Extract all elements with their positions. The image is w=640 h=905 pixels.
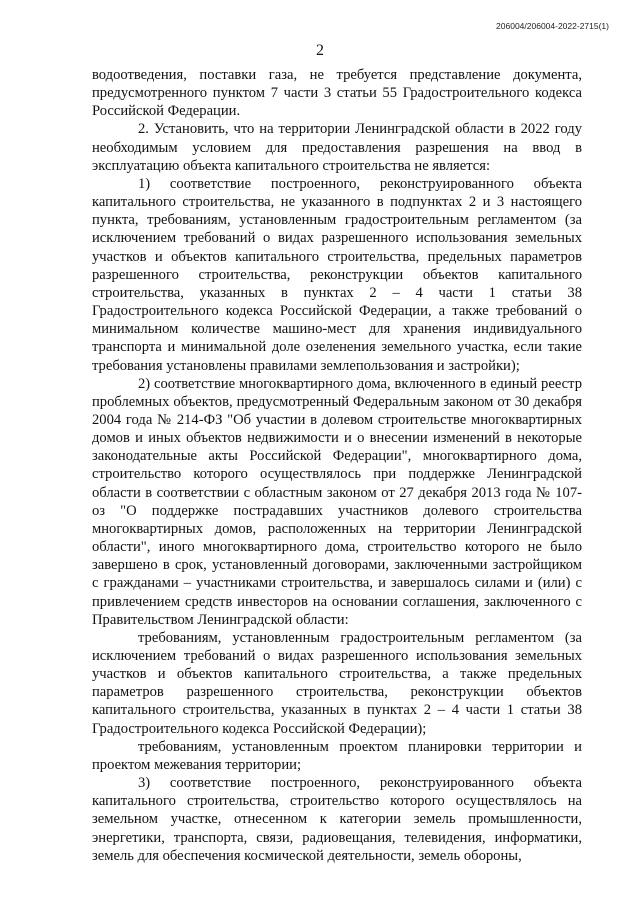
document-number: 206004/206004-2022-2715(1) <box>496 21 609 31</box>
page-number: 2 <box>316 42 324 59</box>
document-body <box>92 66 582 865</box>
paragraph-subitem-3: 3) соответствие построенного, реконструированного объекта капитального строительства, строительство которого осуществлялось на земельном участке, отнесенном к категории земель промышленности, энергетики, транспорта, связи, радиовещания, телевидения, информатики, земель для обеспечения космической деятельности, земель обороны, <box>92 775 582 864</box>
paragraph-subitem-2: 2) соответствие многоквартирного дома, включенного в единый реестр проблемных объектов, предусмотренный Федеральным законом от 30 декабря 2004 года № 214-ФЗ "Об участии в долевом строительстве многоквартирных домов и иных объектов недвижимости и о внесении изменений в некоторые законодательные акты Российской Федерации", многоквартирного дома, строительство которого осуществлялось при поддержке Ленинградской области в соответствии с областным законом от 27 декабря 2013 года № 107-оз "О поддержке пострадавших участников долевого строительства многоквартирных домов, расположенных на территории Ленинградской области", иного многоквартирного дома, строительство которого не было завершено в срок, установленный договорами, заключенными застройщиком с гражданами – участниками строительства, и завершалось силами и (или) с привлечением средств инвесторов на основании соглашения, заключенного с Правительством Ленинградской области: <box>92 375 582 628</box>
paragraph-continuation: водоотведения, поставки газа, не требуется представление документа, предусмотренного пунктом 7 части 3 статьи 55 Градостроительного кодекса Российской Федерации. <box>92 67 582 120</box>
paragraph-item-2: 2. Установить, что на территории Ленинградской области в 2022 году необходимым условием для предоставления разрешения на ввод в эксплуатацию объекта капитального строительства не является: <box>92 121 582 174</box>
paragraph-subitem-1: 1) соответствие построенного, реконструированного объекта капитального строительства, не указанного в подпунктах 2 и 3 настоящего пункта, требованиям, установленным градостроительным регламентом (за исключением требований о видах разрешенного использования земельных участков и объектов капитального строительства, предельных параметров разрешенного строительства, реконструкции объектов капитального строительства, указанных в пунктах 2 – 4 части 1 статьи 38 Градостроительного кодекса Российской Федерации, а также требований о минимальном количестве машино-мест для хранения индивидуального транспорта и минимальной доле озеленения земельного участка, если такие требования установлены правилами землепользования и застройки); <box>92 175 582 374</box>
paragraph-requirements-regulation: требованиям, установленным градостроительным регламентом (за исключением требований о видах разрешенного использования земельных участков и объектов капитального строительства, а также предельных параметров разрешенного строительства, реконструкции объектов капитального строительства, указанных в пунктах 2 – 4 части 1 статьи 38 Градостроительного кодекса Российской Федерации); <box>92 629 582 737</box>
paragraph-requirements-planning: требованиям, установленным проектом планировки территории и проектом межевания территории; <box>92 738 582 773</box>
